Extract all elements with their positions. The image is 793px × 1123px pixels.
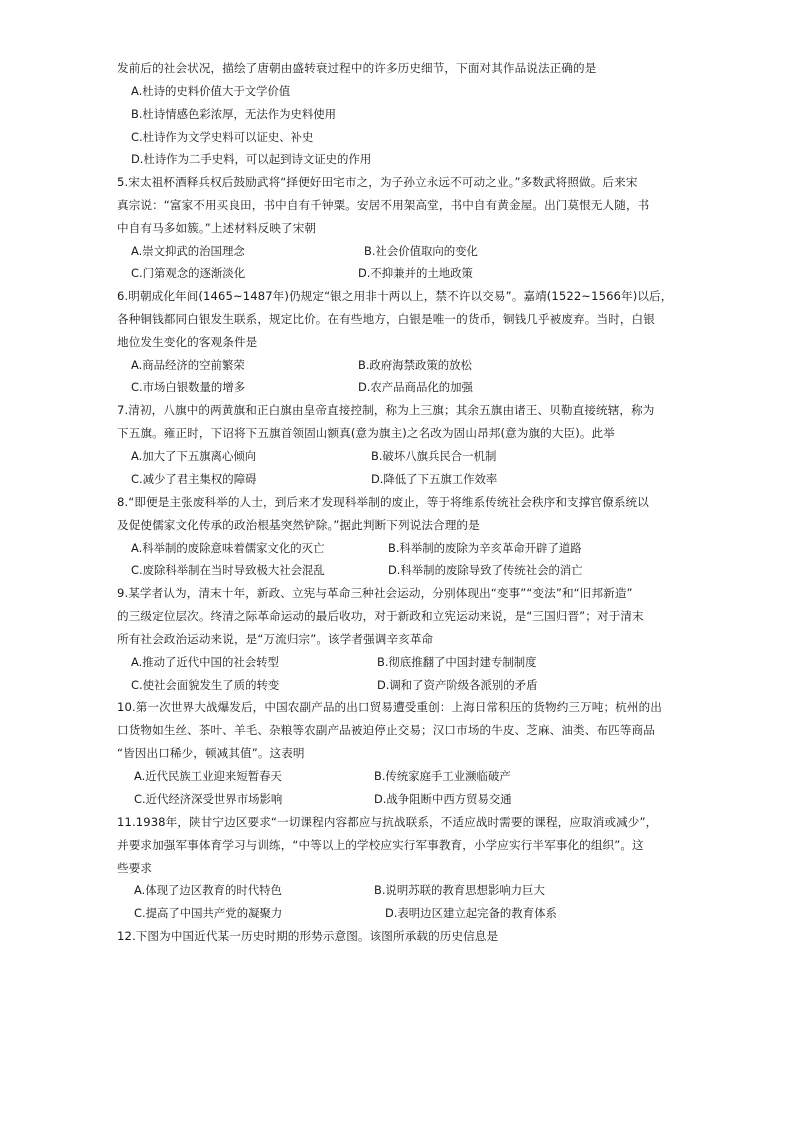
- q11-stem-line1: 11.1938年，陕甘宁边区要求“一切课程内容都应与抗战联系，不适应战时需要的课程，应取消或减少”，: [117, 815, 658, 829]
- q9-option-b: B.彻底推翻了中国封建专制制度: [377, 655, 537, 669]
- q10-stem-line1: 10.第一次世界大战爆发后，中国农副产品的出口贸易遭受重创：上海日常积压的货物约三万吨；杭州的出: [117, 700, 662, 714]
- q9-option-d: D.调和了资产阶级各派别的矛盾: [377, 678, 538, 692]
- q8-option-a: A.科举制的废除意味着儒家文化的灭亡: [131, 541, 325, 555]
- q10-stem-line3: “皆因出口稀少，顿减其值”。这表明: [117, 746, 305, 760]
- q7-option-d: D.降低了下五旗工作效率: [371, 472, 498, 486]
- q4-option-c: C.杜诗作为文学史料可以证史、补史: [131, 130, 314, 144]
- q9-option-c: C.使社会面貌发生了质的转变: [131, 678, 280, 692]
- q5-option-d: D.不抑兼并的土地政策: [358, 266, 473, 280]
- q8-option-d: D.科举制的废除导致了传统社会的消亡: [388, 563, 583, 577]
- q5-option-a: A.崇文抑武的治国理念: [131, 244, 245, 258]
- q7-stem-line1: 7.清初，八旗中的两黄旗和正白旗由皇帝直接控制，称为上三旗；其余五旗由诸王、贝勒直接统辖，称为: [117, 403, 655, 417]
- q8-option-b: B.科举制的废除为辛亥革命开辟了道路: [388, 541, 582, 555]
- q5-stem-line3: 中自有马多如簇。”上述材料反映了宋朝: [117, 221, 317, 235]
- q6-option-b: B.政府海禁政策的放松: [358, 358, 472, 372]
- q8-stem-line1: 8.“即便是主张废科举的人士，到后来才发现科举制的废止，等于将维系传统社会秩序和支撑官僚系统以: [117, 495, 649, 509]
- q6-option-a: A.商品经济的空前繁荣: [131, 358, 245, 372]
- q4-option-a: A.杜诗的史料价值大于文学价值: [131, 84, 291, 98]
- q11-option-b: B.说明苏联的教育思想影响力巨大: [374, 883, 545, 897]
- q5-stem-line1: 5.宋太祖杯酒释兵权后鼓励武将“择便好田宅市之，为子孙立永远不可动之业。”多数武将照做。后来宋: [117, 175, 638, 189]
- q11-option-d: D.表明边区建立起完备的教育体系: [385, 906, 557, 920]
- q10-option-c: C.近代经济深受世界市场影响: [134, 792, 283, 806]
- q7-option-b: B.破坏八旗兵民合一机制: [371, 449, 497, 463]
- q9-option-a: A.推动了近代中国的社会转型: [131, 655, 279, 669]
- q11-stem-line2: 并要求加强军事体育学习与训练，“中等以上的学校应实行军事教育，小学应实行半军事化的组织”。这: [117, 838, 644, 852]
- q6-option-d: D.农产品商品化的加强: [358, 380, 473, 394]
- q6-stem-line2: 各种铜钱都同白银发生联系，规定比价。在有些地方，白银是唯一的货币，铜钱几乎被废弃。当时，白银: [117, 312, 655, 326]
- q7-option-c: C.减少了君主集权的障碍: [131, 472, 257, 486]
- q9-stem-line3: 所有社会政治运动来说，是“万流归宗”。该学者强调辛亥革命: [117, 632, 434, 646]
- q8-option-c: C.废除科举制在当时导致极大社会混乱: [131, 563, 325, 577]
- q6-stem-line3: 地位发生变化的客观条件是: [117, 335, 258, 349]
- q6-stem-line1: 6.明朝成化年间(1465~1487年)仍规定“银之用非十两以上，禁不许以交易”。嘉靖(1522~1566年)以后，: [117, 289, 673, 303]
- q9-stem-line1: 9.某学者认为，清末十年，新政、立宪与革命三种社会运动，分别体现出“变事”“变法”和“旧邦新造”: [117, 586, 633, 600]
- q10-stem-line2: 口货物如生丝、茶叶、羊毛、杂粮等农副产品被迫停止交易；汉口市场的牛皮、芝麻、油类、布匹等商品: [117, 723, 655, 737]
- q10-option-d: D.战争阻断中西方贸易交通: [374, 792, 512, 806]
- q8-stem-line2: 及促使儒家文化传承的政治根基突然铲除。”据此判断下列说法合理的是: [117, 518, 480, 532]
- q7-option-a: A.加大了下五旗离心倾向: [131, 449, 257, 463]
- q12-stem-line1: 12.下图为中国近代某一历史时期的形势示意图。该图所承载的历史信息是: [117, 929, 499, 943]
- q5-stem-line2: 真宗说：“富家不用买良田，书中自有千钟粟。安居不用架高堂，书中自有黄金屋。出门莫恨无人随，书: [117, 198, 650, 212]
- q5-option-c: C.门第观念的逐渐淡化: [131, 266, 246, 280]
- q7-stem-line2: 下五旗。雍正时，下诏将下五旗首领固山额真(意为旗主)之名改为固山昂邦(意为旗的大臣)。此举: [117, 426, 615, 440]
- q4-option-d: D.杜诗作为二手史料，可以起到诗文证史的作用: [131, 152, 372, 166]
- q9-stem-line2: 的三级定位层次。终清之际革命运动的最后收功，对于新政和立宪运动来说，是“三国归晋”；对于清末: [117, 609, 644, 623]
- q10-option-a: A.近代民族工业迎来短暂春天: [134, 769, 282, 783]
- q4-option-b: B.杜诗情感色彩浓厚，无法作为史料使用: [131, 107, 337, 121]
- q4-stem-continued: 发前后的社会状况，描绘了唐朝由盛转衰过程中的许多历史细节，下面对其作品说法正确的是: [117, 61, 597, 75]
- q10-option-b: B.传统家庭手工业濒临破产: [374, 769, 511, 783]
- q11-stem-line3: 些要求: [117, 861, 153, 875]
- q6-option-c: C.市场白银数量的增多: [131, 380, 246, 394]
- q5-option-b: B.社会价值取向的变化: [364, 244, 478, 258]
- q11-option-a: A.体现了边区教育的时代特色: [134, 883, 282, 897]
- q11-option-c: C.提高了中国共产党的凝聚力: [134, 906, 283, 920]
